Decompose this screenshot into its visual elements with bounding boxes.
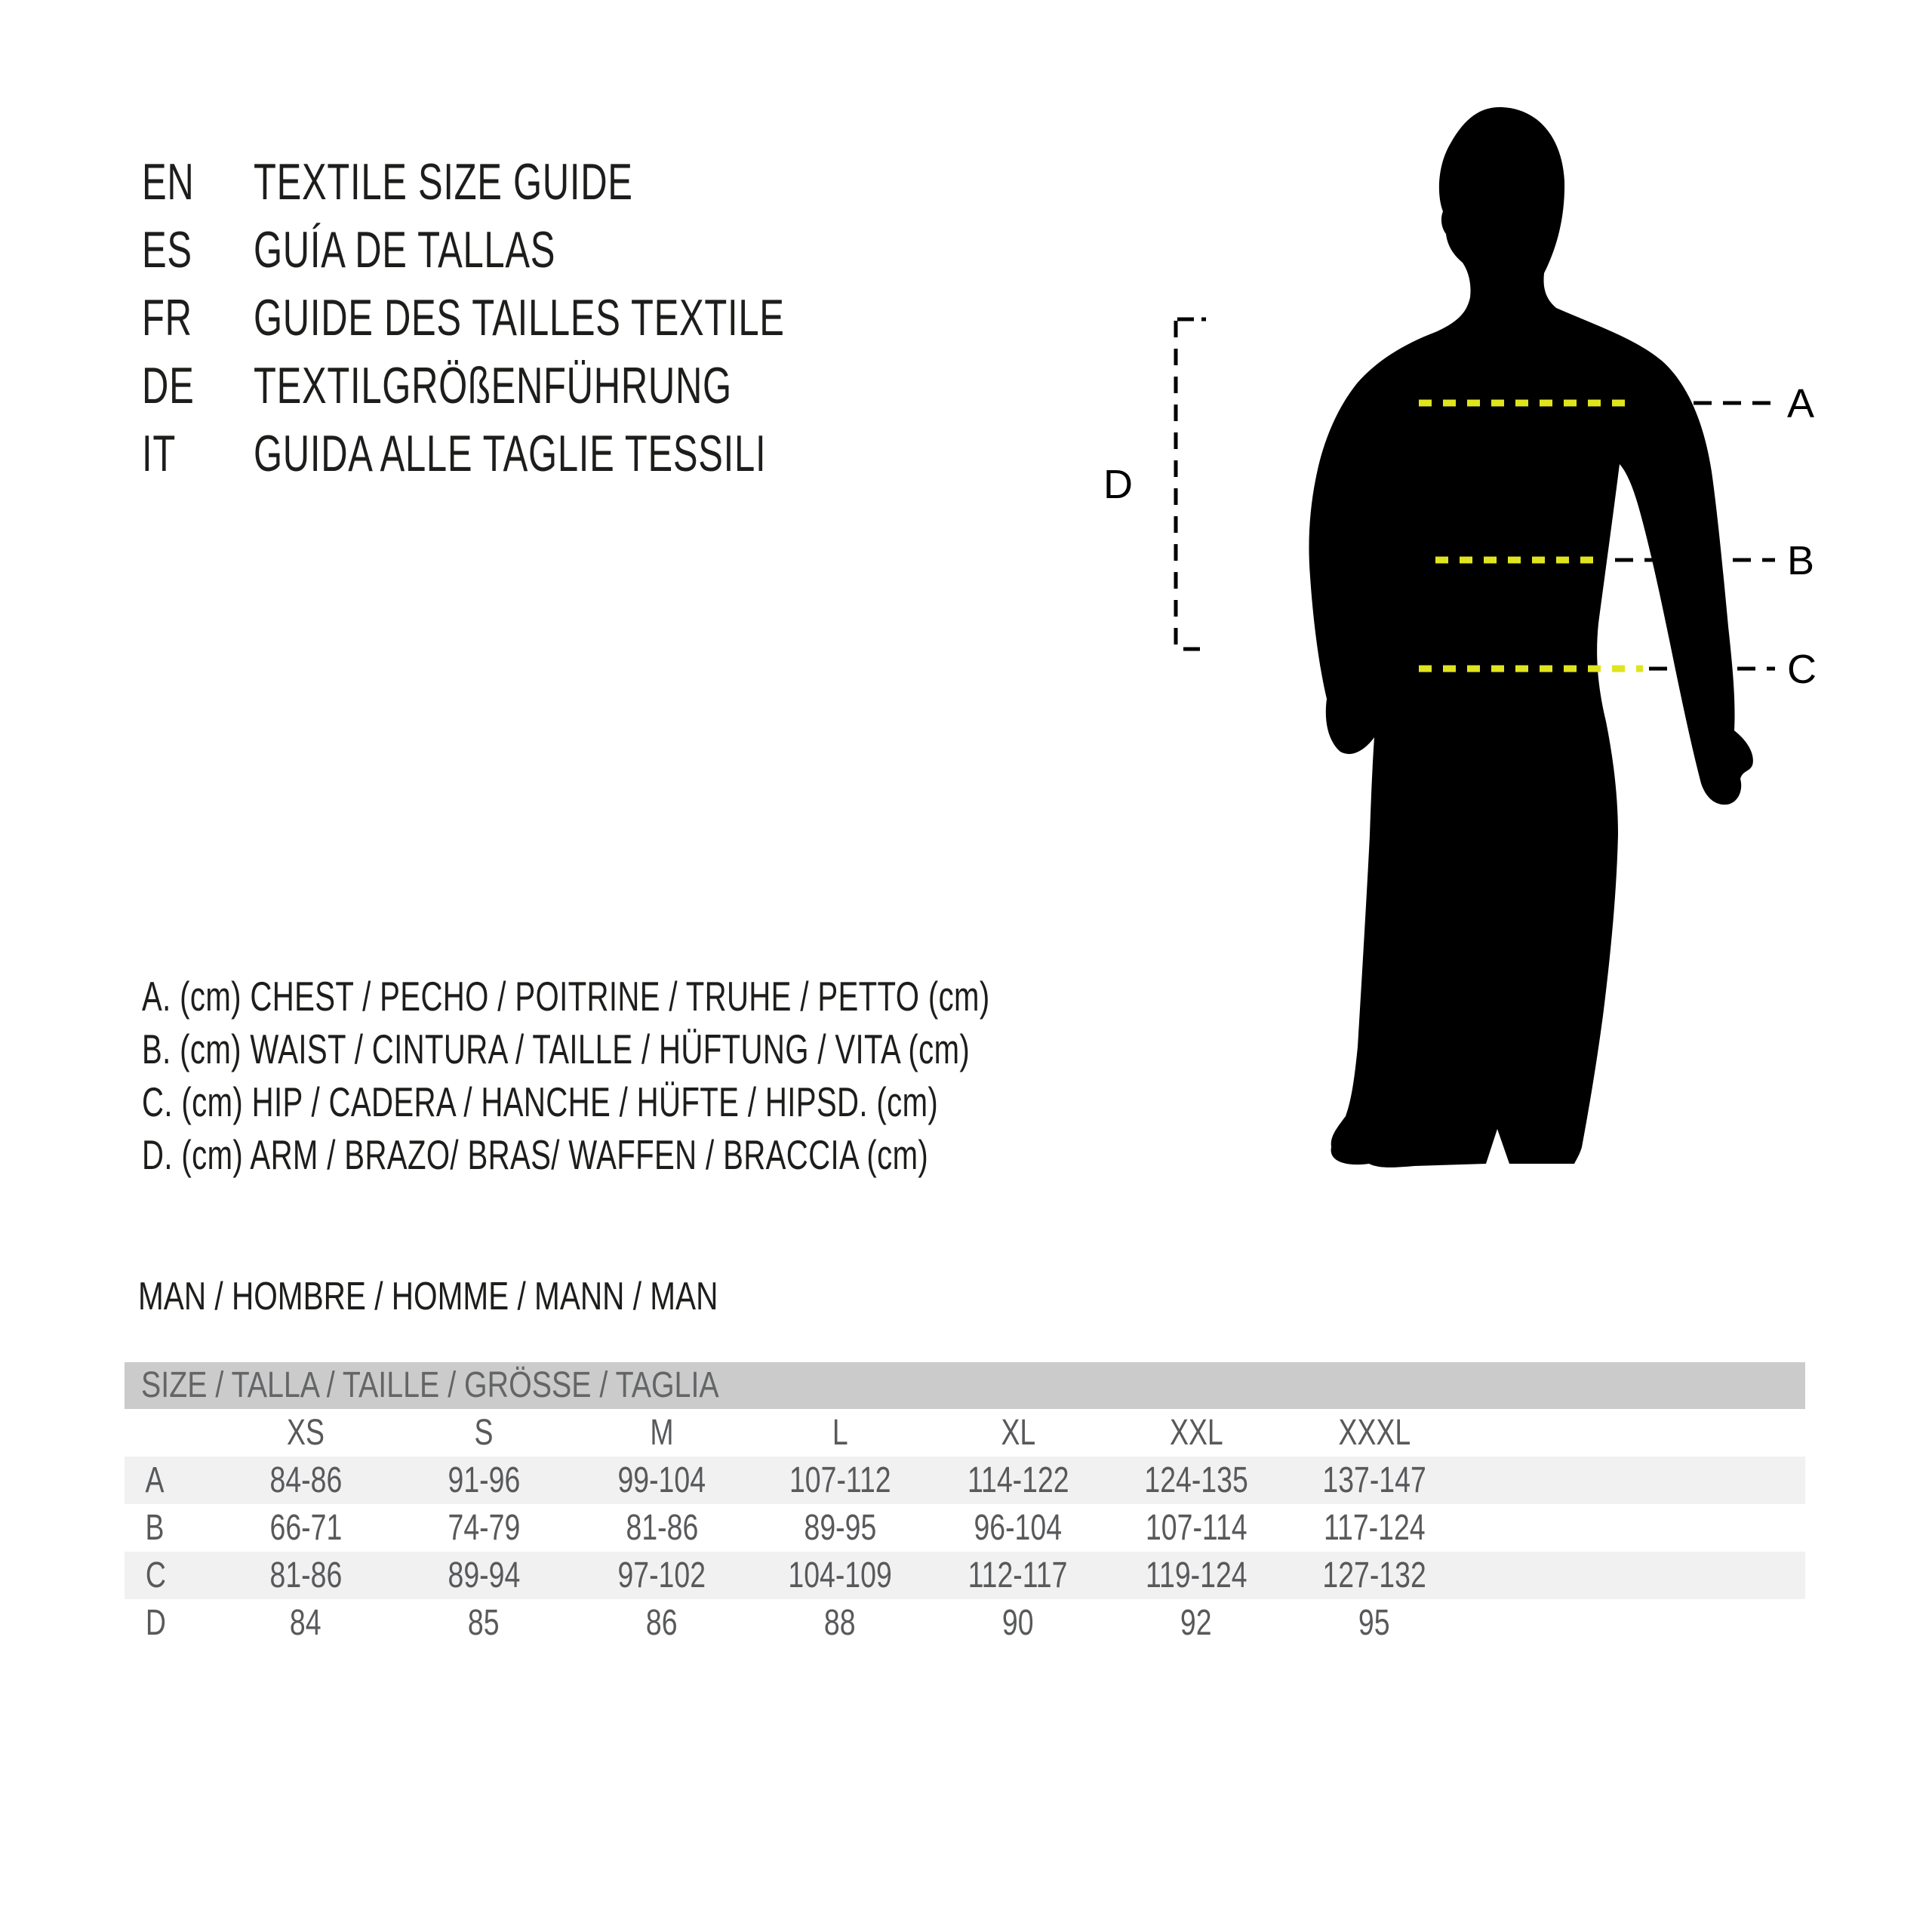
lang-code: DE [142, 357, 195, 414]
cell: 66-71 [269, 1508, 342, 1548]
row-label: C [145, 1555, 166, 1595]
cell: 81-86 [626, 1508, 698, 1548]
cell: 81-86 [269, 1555, 342, 1595]
size-names-row [125, 1409, 1805, 1457]
table-row-waist [125, 1504, 1805, 1552]
table-row-hip [125, 1552, 1805, 1599]
cell: 89-95 [804, 1508, 876, 1548]
cell: 107-112 [789, 1460, 891, 1500]
row-label: A [145, 1460, 165, 1500]
lang-code: FR [142, 289, 192, 346]
size-col-xxl: XXL [1169, 1413, 1223, 1453]
label-c: C [1787, 647, 1817, 692]
label-a: A [1787, 381, 1815, 426]
size-col-xl: XL [1001, 1413, 1035, 1453]
cell: 84 [290, 1603, 321, 1643]
table-row-arm [125, 1599, 1805, 1647]
measurement-legend [142, 970, 1303, 1181]
legend-arm: D. (cm) ARM / BRAZO/ BRAS/ WAFFEN / BRACCIA (cm) [142, 1131, 929, 1178]
lang-code: ES [142, 221, 192, 278]
lang-code: EN [142, 153, 195, 211]
lang-row-es [142, 216, 991, 284]
cell: 92 [1180, 1603, 1212, 1643]
cell: 117-124 [1323, 1508, 1426, 1548]
language-title-list [142, 148, 991, 488]
lang-row-fr [142, 284, 991, 352]
section-title: MAN / HOMBRE / HOMME / MANN / MAN [138, 1275, 718, 1318]
row-label: D [145, 1603, 166, 1643]
legend-waist: B. (cm) WAIST / CINTURA / TAILLE / HÜFTUNG / VITA (cm) [142, 1026, 971, 1072]
cell: 107-114 [1145, 1508, 1247, 1548]
lang-row-en [142, 148, 991, 216]
cell: 124-135 [1144, 1460, 1248, 1500]
size-col-xxxl: XXXL [1338, 1413, 1411, 1453]
size-col-m: M [650, 1413, 674, 1453]
cell: 119-124 [1145, 1555, 1247, 1595]
lang-title: TEXTILE SIZE GUIDE [254, 153, 633, 211]
cell: 114-122 [967, 1460, 1069, 1500]
lang-title: GUÍA DE TALLAS [254, 221, 556, 278]
size-table-header: SIZE / TALLA / TAILLE / GRÖSSE / TAGLIA [125, 1362, 1805, 1409]
table-row-chest [125, 1457, 1805, 1504]
cell: 85 [468, 1603, 500, 1643]
cell: 86 [646, 1603, 678, 1643]
size-table [125, 1362, 1805, 1647]
lang-title: TEXTILGRÖßENFÜHRUNG [254, 357, 732, 414]
lang-title: GUIDE DES TAILLES TEXTILE [254, 289, 785, 346]
cell: 95 [1358, 1603, 1390, 1643]
cell: 97-102 [617, 1555, 706, 1595]
lang-code: IT [142, 425, 176, 482]
legend-hip: C. (cm) HIP / CADERA / HANCHE / HÜFTE / HIPSD. (cm) [142, 1078, 939, 1125]
cell: 99-104 [617, 1460, 706, 1500]
cell: 127-132 [1322, 1555, 1426, 1595]
cell: 96-104 [974, 1508, 1063, 1548]
lang-row-it [142, 420, 991, 488]
lang-title: GUIDA ALLE TAGLIE TESSILI [254, 425, 767, 482]
size-col-xs: XS [287, 1413, 325, 1453]
cell: 89-94 [448, 1555, 520, 1595]
size-col-s: S [474, 1413, 494, 1453]
label-b: B [1787, 538, 1815, 583]
size-col-l: L [832, 1413, 848, 1453]
cell: 90 [1002, 1603, 1034, 1643]
legend-chest: A. (cm) CHEST / PECHO / POITRINE / TRUHE / PETTO (cm) [142, 973, 990, 1020]
cell: 88 [824, 1603, 856, 1643]
cell: 74-79 [448, 1508, 520, 1548]
lang-row-de [142, 352, 991, 420]
cell: 84-86 [269, 1460, 342, 1500]
cell: 104-109 [788, 1555, 892, 1595]
label-d: D [1103, 462, 1133, 507]
cell: 91-96 [448, 1460, 520, 1500]
man-silhouette [1309, 107, 1752, 1168]
cell: 112-117 [968, 1555, 1068, 1595]
cell: 137-147 [1322, 1460, 1426, 1500]
row-label: B [145, 1508, 165, 1548]
